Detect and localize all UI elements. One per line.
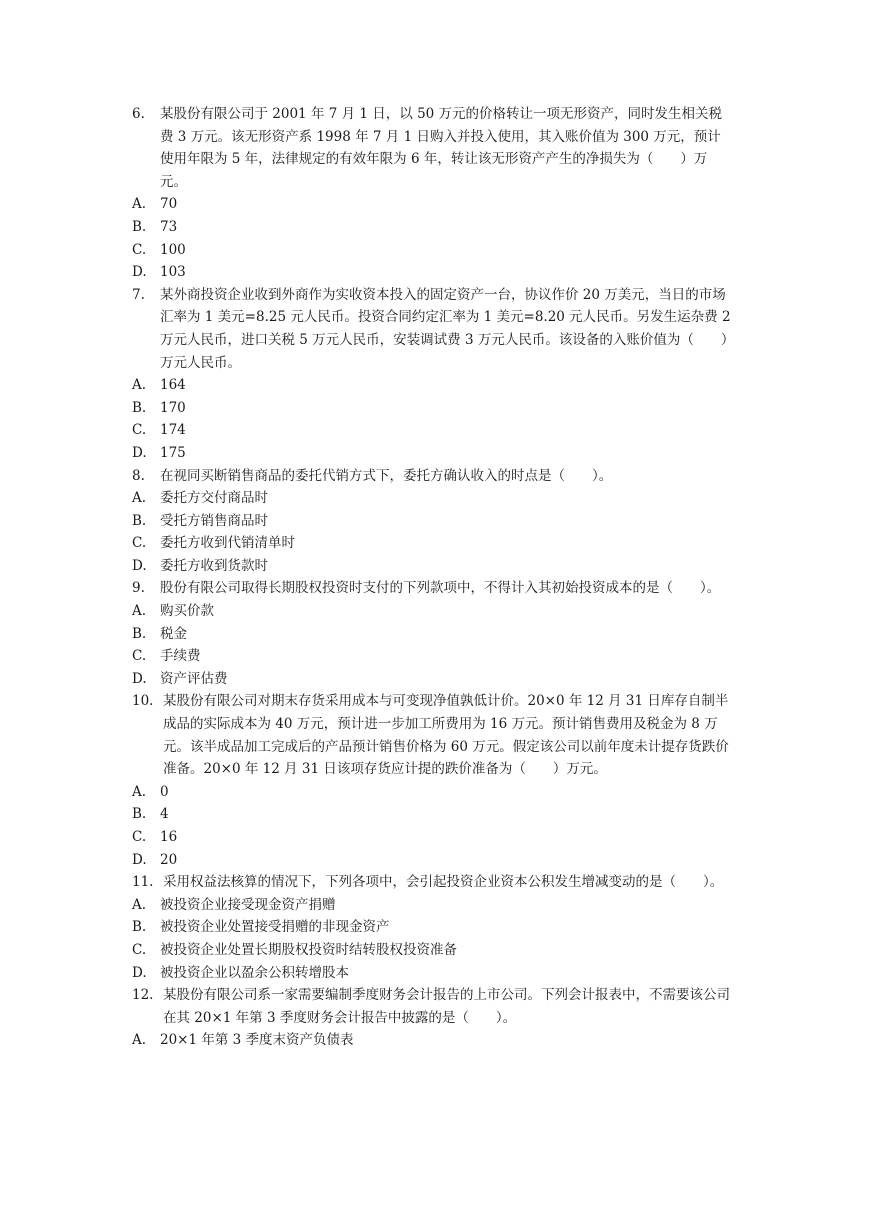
question-stem: [132, 871, 732, 894]
answer-option: [132, 803, 732, 826]
question-stem: [132, 465, 732, 488]
answer-option: [132, 826, 732, 849]
question-block: [132, 465, 732, 578]
question-block: [132, 577, 732, 690]
option-text: 4: [160, 806, 169, 823]
question-text: 采用权益法核算的情况下，下列各项中，会引起投资企业资本公积发生增减变动的是（ ）。: [163, 874, 724, 891]
answer-option: [132, 239, 732, 262]
answer-option: [132, 487, 732, 510]
option-text: 70: [160, 196, 178, 213]
question-stem: [132, 577, 732, 600]
question-text: 在视同买断销售商品的委托代销方式下，委托方确认收入的时点是（ ）。: [160, 467, 613, 484]
option-letter: C.: [132, 535, 147, 552]
option-letter: B.: [132, 806, 147, 823]
question-number: 6.: [132, 106, 145, 122]
option-text: 73: [160, 218, 178, 235]
answer-option: [132, 510, 732, 533]
option-letter: D.: [132, 851, 147, 868]
option-text: 174: [160, 422, 186, 439]
question-text: 某股份有限公司对期末存货采用成本与可变现净值孰低计价。20×0 年 12 月 31 日库存自制半成品的实际成本为 40 万元，预计进一步加工所费用为 16 万元。预计销售费用及税金为 8 万元。该半成品加工完成后的产品预计销售价格为 60 万元。假定该公司以前年度未计提存货跌价准备。20×0 年 12 月 31 日该项存货应计提的跌价准备为（ ）万元。: [163, 693, 729, 778]
option-text: 0: [160, 783, 169, 800]
option-letter: D.: [132, 670, 147, 687]
question-number: 12.: [132, 987, 154, 1004]
option-letter: A.: [132, 603, 147, 620]
question-number: 9.: [132, 580, 145, 597]
answer-option: [132, 849, 732, 872]
option-text: 20×1 年第 3 季度末资产负债表: [160, 1032, 354, 1049]
answer-option: [132, 962, 732, 985]
answer-option: [132, 939, 732, 962]
question-block: [132, 284, 732, 465]
answer-option: [132, 916, 732, 939]
answer-option: [132, 623, 732, 646]
answer-option: [132, 532, 732, 555]
option-letter: B.: [132, 399, 147, 416]
answer-option: [132, 261, 732, 284]
answer-option: [132, 600, 732, 623]
question-block: [132, 984, 732, 1052]
option-letter: D.: [132, 964, 147, 981]
option-text: 手续费: [160, 648, 201, 665]
option-letter: C.: [132, 941, 147, 958]
option-text: 被投资企业以盈余公积转增股本: [160, 964, 349, 981]
question-text: 某股份有限公司于 2001 年 7 月 1 日，以 50 万元的价格转让一项无形资产，同时发生相关税费 3 万元。该无形资产系 1998 年 7 月 1 日购入并投入使用，其入账价值为 300 万元，预计使用年限为 5 年，法律规定的有效年限为 6 年，转让该无形资产产生的净损失为（ ）万元。: [160, 106, 723, 190]
option-text: 受托方销售商品时: [160, 512, 268, 529]
answer-option: [132, 668, 732, 691]
question-stem: [132, 284, 732, 374]
answer-option: [132, 442, 732, 465]
option-text: 175: [160, 444, 186, 461]
option-text: 委托方交付商品时: [160, 490, 268, 507]
option-letter: B.: [132, 218, 147, 235]
question-list: [132, 103, 732, 1052]
option-letter: A.: [132, 377, 147, 394]
option-text: 16: [160, 829, 178, 845]
option-letter: C.: [132, 241, 147, 258]
option-text: 100: [160, 241, 186, 258]
question-number: 10.: [132, 693, 154, 710]
option-text: 资产评估费: [160, 670, 228, 687]
option-text: 20: [160, 851, 178, 868]
answer-option: [132, 781, 732, 804]
question-number: 8.: [132, 467, 145, 484]
option-letter: C.: [132, 422, 147, 439]
option-letter: D.: [132, 264, 147, 281]
option-text: 164: [160, 377, 186, 394]
option-text: 购买价款: [160, 603, 214, 620]
answer-option: [132, 193, 732, 216]
question-text: 某外商投资企业收到外商作为实收资本投入的固定资产一台，协议作价 20 万美元，当日的市场汇率为 1 美元=8.25 元人民币。投资合同约定汇率为 1 美元=8.20 元人民币。另发生运杂费 2 万元人民币，进口关税 5 万元人民币，安装调试费 3 万元人民币。该设备的入账价值为（ ）万元人民币。: [160, 286, 731, 371]
question-stem: [132, 690, 732, 780]
option-letter: B.: [132, 919, 147, 936]
option-letter: D.: [132, 557, 147, 574]
option-letter: D.: [132, 444, 147, 461]
option-letter: B.: [132, 625, 147, 642]
answer-option: [132, 1029, 732, 1052]
answer-option: [132, 397, 732, 420]
option-letter: A.: [132, 490, 147, 507]
option-letter: B.: [132, 512, 147, 529]
question-number: 11.: [132, 874, 154, 891]
answer-option: [132, 645, 732, 668]
question-stem: [132, 103, 732, 193]
option-letter: C.: [132, 829, 147, 845]
option-letter: A.: [132, 196, 147, 213]
question-block: [132, 871, 732, 984]
question-block: [132, 103, 732, 284]
option-letter: A.: [132, 783, 147, 800]
question-number: 7.: [132, 286, 145, 303]
option-text: 被投资企业处置长期股权投资时结转股权投资准备: [160, 941, 457, 958]
question-stem: [132, 984, 732, 1029]
option-letter: C.: [132, 648, 147, 665]
question-text: 某股份有限公司系一家需要编制季度财务会计报告的上市公司。下列会计报表中，不需要该公司在其 20×1 年第 3 季度财务会计报告中披露的是（ ）。: [163, 987, 730, 1026]
answer-option: [132, 555, 732, 578]
option-letter: A.: [132, 896, 147, 913]
option-text: 被投资企业接受现金资产捐赠: [160, 896, 336, 913]
question-block: [132, 690, 732, 871]
answer-option: [132, 419, 732, 442]
option-text: 被投资企业处置接受捐赠的非现金资产: [160, 919, 390, 936]
answer-option: [132, 374, 732, 397]
option-letter: A.: [132, 1032, 147, 1049]
option-text: 103: [160, 264, 186, 281]
answer-option: [132, 894, 732, 917]
option-text: 税金: [160, 625, 187, 642]
question-text: 股份有限公司取得长期股权投资时支付的下列款项中，不得计入其初始投资成本的是（ ）。: [160, 580, 721, 597]
option-text: 委托方收到代销清单时: [160, 535, 295, 552]
option-text: 委托方收到货款时: [160, 557, 268, 574]
answer-option: [132, 216, 732, 239]
option-text: 170: [160, 399, 186, 416]
